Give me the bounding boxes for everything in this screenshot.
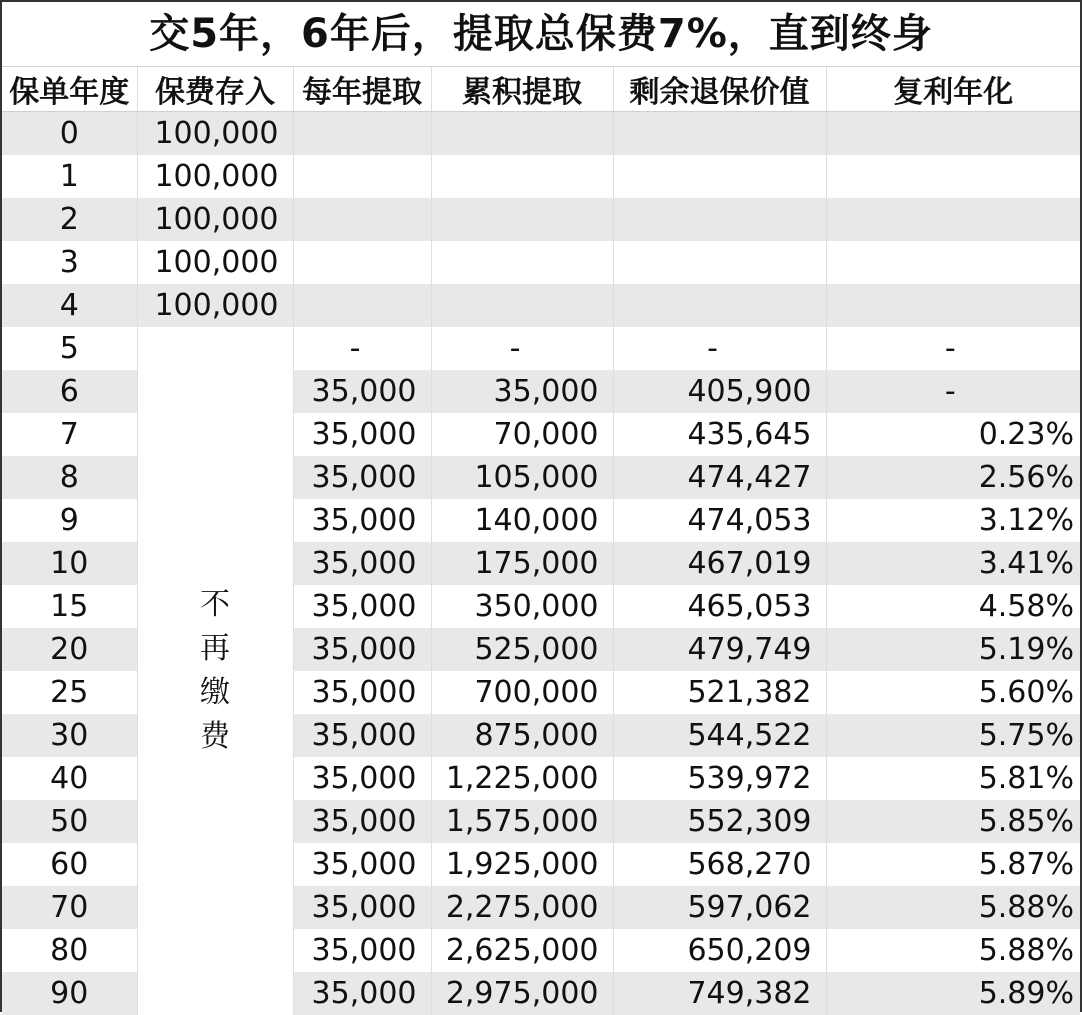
cumulative-withdrawal-cell [431, 198, 613, 241]
cumulative-withdrawal-cell [431, 241, 613, 284]
cumulative-withdrawal-cell: 140,000 [431, 499, 613, 542]
cumulative-withdrawal-cell: 1,925,000 [431, 843, 613, 886]
policy-year-cell: 25 [2, 671, 137, 714]
surrender-value-cell [613, 284, 826, 327]
table-row [2, 155, 1080, 198]
annual-withdrawal-cell: 35,000 [293, 370, 431, 413]
cumulative-withdrawal-cell: 175,000 [431, 542, 613, 585]
cumulative-withdrawal-cell: 875,000 [431, 714, 613, 757]
cumulative-withdrawal-cell: 1,575,000 [431, 800, 613, 843]
surrender-value-cell [613, 155, 826, 198]
stop-payment-cell [137, 327, 293, 1015]
policy-year-cell: 6 [2, 370, 137, 413]
cumulative-withdrawal-cell [431, 284, 613, 327]
policy-value-table [2, 67, 1080, 1015]
premium-deposit-cell: 100,000 [137, 241, 293, 284]
policy-year-cell: 10 [2, 542, 137, 585]
surrender-value-cell [613, 112, 826, 156]
surrender-value-cell: 467,019 [613, 542, 826, 585]
surrender-value-cell: 544,522 [613, 714, 826, 757]
cumulative-withdrawal-cell: 700,000 [431, 671, 613, 714]
annual-withdrawal-cell: 35,000 [293, 542, 431, 585]
compound-rate-cell: 5.88% [826, 886, 1080, 929]
annual-withdrawal-cell [293, 198, 431, 241]
surrender-value-cell: 552,309 [613, 800, 826, 843]
table-row [2, 327, 1080, 370]
annual-withdrawal-cell: 35,000 [293, 671, 431, 714]
policy-year-cell: 40 [2, 757, 137, 800]
annual-withdrawal-cell: 35,000 [293, 929, 431, 972]
annual-withdrawal-cell: 35,000 [293, 800, 431, 843]
annual-withdrawal-cell: 35,000 [293, 972, 431, 1015]
compound-rate-cell: 5.89% [826, 972, 1080, 1015]
policy-year-cell: 90 [2, 972, 137, 1015]
compound-rate-cell: 5.88% [826, 929, 1080, 972]
annual-withdrawal-cell: 35,000 [293, 714, 431, 757]
annual-withdrawal-cell: - [293, 327, 431, 370]
surrender-value-cell: 465,053 [613, 585, 826, 628]
annual-withdrawal-cell: 35,000 [293, 499, 431, 542]
compound-rate-cell [826, 155, 1080, 198]
policy-year-cell: 20 [2, 628, 137, 671]
header-policy-year: 保单年度 [2, 67, 137, 112]
cumulative-withdrawal-cell: 35,000 [431, 370, 613, 413]
annual-withdrawal-cell: 35,000 [293, 757, 431, 800]
compound-rate-cell: 5.60% [826, 671, 1080, 714]
compound-rate-cell [826, 112, 1080, 156]
header-annual-withdrawal: 每年提取 [293, 67, 431, 112]
header-remaining-surrender-value: 剩余退保价值 [613, 67, 826, 112]
compound-rate-cell [826, 198, 1080, 241]
surrender-value-cell [613, 241, 826, 284]
policy-year-cell: 2 [2, 198, 137, 241]
premium-deposit-cell: 100,000 [137, 155, 293, 198]
header-compound-annual-rate: 复利年化 [826, 67, 1080, 112]
header-cumulative-withdrawal: 累积提取 [431, 67, 613, 112]
surrender-value-cell: 435,645 [613, 413, 826, 456]
policy-year-cell: 30 [2, 714, 137, 757]
annual-withdrawal-cell [293, 112, 431, 156]
table-row [2, 284, 1080, 327]
header-row [2, 67, 1080, 112]
surrender-value-cell: 521,382 [613, 671, 826, 714]
premium-deposit-cell: 100,000 [137, 112, 293, 156]
compound-rate-cell: 0.23% [826, 413, 1080, 456]
compound-rate-cell: 2.56% [826, 456, 1080, 499]
policy-year-cell: 7 [2, 413, 137, 456]
cumulative-withdrawal-cell: 525,000 [431, 628, 613, 671]
surrender-value-cell: 539,972 [613, 757, 826, 800]
surrender-value-cell: 474,427 [613, 456, 826, 499]
compound-rate-cell: 5.75% [826, 714, 1080, 757]
cumulative-withdrawal-cell: 2,625,000 [431, 929, 613, 972]
stop-payment-label: 不再缴费 [197, 583, 233, 759]
compound-rate-cell: 5.87% [826, 843, 1080, 886]
cumulative-withdrawal-cell: 70,000 [431, 413, 613, 456]
annual-withdrawal-cell: 35,000 [293, 843, 431, 886]
compound-rate-cell [826, 241, 1080, 284]
surrender-value-cell: 650,209 [613, 929, 826, 972]
cumulative-withdrawal-cell: 350,000 [431, 585, 613, 628]
policy-year-cell: 60 [2, 843, 137, 886]
compound-rate-cell: 5.81% [826, 757, 1080, 800]
policy-year-cell: 9 [2, 499, 137, 542]
policy-year-cell: 0 [2, 112, 137, 156]
surrender-value-cell: 479,749 [613, 628, 826, 671]
surrender-value-cell: 749,382 [613, 972, 826, 1015]
cumulative-withdrawal-cell: 105,000 [431, 456, 613, 499]
table-row [2, 241, 1080, 284]
surrender-value-cell: 597,062 [613, 886, 826, 929]
compound-rate-cell: 4.58% [826, 585, 1080, 628]
cumulative-withdrawal-cell [431, 112, 613, 156]
compound-rate-cell: 3.12% [826, 499, 1080, 542]
annual-withdrawal-cell [293, 284, 431, 327]
annual-withdrawal-cell: 35,000 [293, 886, 431, 929]
compound-rate-cell: 5.19% [826, 628, 1080, 671]
compound-rate-cell: - [826, 327, 1080, 370]
annual-withdrawal-cell: 35,000 [293, 413, 431, 456]
compound-rate-cell: - [826, 370, 1080, 413]
policy-year-cell: 15 [2, 585, 137, 628]
policy-year-cell: 70 [2, 886, 137, 929]
compound-rate-cell: 5.85% [826, 800, 1080, 843]
compound-rate-cell: 3.41% [826, 542, 1080, 585]
policy-year-cell: 5 [2, 327, 137, 370]
cumulative-withdrawal-cell: - [431, 327, 613, 370]
cumulative-withdrawal-cell: 1,225,000 [431, 757, 613, 800]
sheet-title: 交5年，6年后，提取总保费7%，直到终身 [2, 2, 1080, 67]
table-row [2, 112, 1080, 156]
premium-deposit-cell: 100,000 [137, 198, 293, 241]
annual-withdrawal-cell: 35,000 [293, 628, 431, 671]
premium-deposit-cell: 100,000 [137, 284, 293, 327]
header-premium-deposit: 保费存入 [137, 67, 293, 112]
cumulative-withdrawal-cell: 2,275,000 [431, 886, 613, 929]
cumulative-withdrawal-cell [431, 155, 613, 198]
surrender-value-cell [613, 198, 826, 241]
annual-withdrawal-cell: 35,000 [293, 456, 431, 499]
policy-year-cell: 3 [2, 241, 137, 284]
policy-year-cell: 8 [2, 456, 137, 499]
compound-rate-cell [826, 284, 1080, 327]
annual-withdrawal-cell: 35,000 [293, 585, 431, 628]
cumulative-withdrawal-cell: 2,975,000 [431, 972, 613, 1015]
table-body [2, 112, 1080, 1015]
policy-year-cell: 1 [2, 155, 137, 198]
annual-withdrawal-cell [293, 155, 431, 198]
annual-withdrawal-cell [293, 241, 431, 284]
surrender-value-cell: 405,900 [613, 370, 826, 413]
table-row [2, 198, 1080, 241]
surrender-value-cell: 568,270 [613, 843, 826, 886]
policy-year-cell: 50 [2, 800, 137, 843]
policy-year-cell: 80 [2, 929, 137, 972]
policy-year-cell: 4 [2, 284, 137, 327]
surrender-value-cell: 474,053 [613, 499, 826, 542]
surrender-value-cell: - [613, 327, 826, 370]
